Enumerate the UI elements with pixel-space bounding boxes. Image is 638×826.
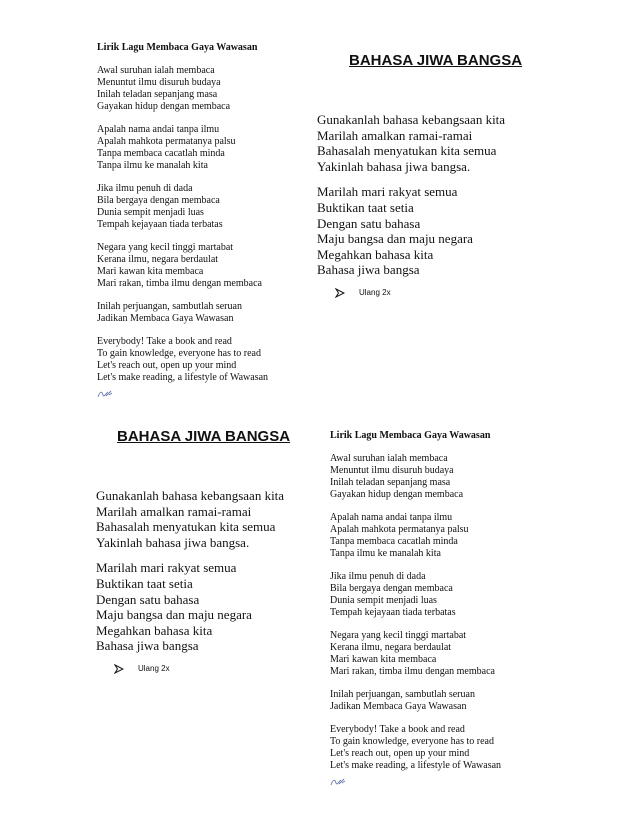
lyric-line: Let's make reading, a lifestyle of Wawasan [330, 760, 502, 771]
lyric-line: Bahasa jiwa bangsa [96, 638, 199, 654]
lyric-line: Marilah amalkan ramai-ramai [317, 127, 473, 143]
lyric-line: Awal suruhan ialah membaca [330, 453, 448, 464]
lyric-line: Gayakan hidup dengan membaca [330, 489, 464, 500]
lyric-line: Mari kawan kita membaca [97, 266, 204, 277]
lyric-line: Menuntut ilmu disuruh budaya [97, 77, 221, 88]
lyric-line: Inilah perjuangan, sambutlah seruan [330, 689, 475, 700]
lyric-line: Yakinlah bahasa jiwa bangsa. [96, 534, 250, 550]
song-title: Lirik Lagu Membaca Gaya Wawasan [330, 430, 491, 441]
repeat-note [114, 664, 290, 674]
lyric-line: Inilah teladan sepanjang masa [330, 477, 451, 488]
lyric-line: Gayakan hidup dengan membaca [97, 101, 231, 112]
lyric-line: Tanpa ilmu ke manalah kita [97, 160, 208, 171]
lyric-line: Let's reach out, open up your mind [97, 360, 237, 371]
lyric-line: Tempah kejayaan tiada terbatas [97, 219, 223, 230]
stanza [96, 560, 290, 654]
lyric-line: Negara yang kecil tinggi martabat [97, 242, 234, 253]
lyric-line: Awal suruhan ialah membaca [97, 65, 215, 76]
lyric-line: Menuntut ilmu disuruh budaya [330, 465, 454, 476]
repeat-note [335, 288, 522, 298]
song-title: Lirik Lagu Membaca Gaya Wawasan [97, 42, 258, 53]
lyric-line: Bahasalah menyatukan kita semua [96, 519, 276, 535]
stanza [330, 724, 501, 772]
stanza [97, 242, 268, 290]
lyric-line: Marilah mari rakyat semua [317, 184, 458, 200]
stanza [330, 630, 501, 678]
lyric-line: Apalah mahkota permatanya palsu [97, 136, 236, 147]
lyric-line: Marilah mari rakyat semua [96, 560, 237, 576]
lyric-line: Dunia sempit menjadi luas [97, 207, 204, 218]
lyric-line: Bila bergaya dengan membaca [97, 195, 220, 206]
bahasa-lyrics-bottom [96, 428, 290, 674]
stanza [96, 488, 290, 550]
lyric-line: To gain knowledge, everyone has to read [330, 736, 494, 747]
repeat-label: Ulang 2x [138, 664, 170, 674]
lyric-line: Tanpa ilmu ke manalah kita [330, 548, 441, 559]
lyric-line: Kerana ilmu, negara berdaulat [330, 642, 452, 653]
lyric-line: Jadikan Membaca Gaya Wawasan [330, 701, 467, 712]
lyric-line: Maju bangsa dan maju negara [96, 607, 252, 623]
stanza [97, 183, 268, 231]
stanza [330, 512, 501, 560]
bahasa-lyrics-top [317, 52, 522, 298]
lyric-line: Apalah nama andai tanpa ilmu [97, 124, 220, 135]
lyric-line: Bila bergaya dengan membaca [330, 583, 453, 594]
stanza [330, 571, 501, 619]
song-title: BAHASA JIWA BANGSA [117, 428, 291, 445]
repeat-label: Ulang 2x [359, 288, 391, 298]
lyric-line: Bahasalah menyatukan kita semua [317, 143, 497, 159]
lyric-line: Megahkan bahasa kita [96, 622, 213, 638]
lyric-line: Kerana ilmu, negara berdaulat [97, 254, 219, 265]
lyric-line: To gain knowledge, everyone has to read [97, 348, 261, 359]
stanza [317, 112, 522, 174]
lyric-line: Gunakanlah bahasa kebangsaan kita [317, 112, 506, 127]
lyric-line: Tanpa membaca cacatlah minda [97, 148, 225, 159]
lyric-line: Jika ilmu penuh di dada [97, 183, 193, 194]
stanza [97, 65, 268, 113]
lyric-line: Dengan satu bahasa [96, 591, 200, 607]
lyric-line: Negara yang kecil tinggi martabat [330, 630, 467, 641]
lyric-line: Yakinlah bahasa jiwa bangsa. [317, 158, 471, 174]
lyric-line: Gunakanlah bahasa kebangsaan kita [96, 488, 285, 503]
lyric-line: Jika ilmu penuh di dada [330, 571, 426, 582]
scribble-icon [97, 386, 113, 396]
stanza [97, 124, 268, 172]
lyric-line: Maju bangsa dan maju negara [317, 231, 473, 247]
lyric-line: Inilah teladan sepanjang masa [97, 89, 218, 100]
lyric-line: Buktikan taat setia [317, 199, 414, 215]
wawasan-lyrics-bottom [330, 430, 501, 784]
lyric-line: Dunia sempit menjadi luas [330, 595, 437, 606]
lyric-line: Bahasa jiwa bangsa [317, 262, 420, 278]
lyric-line: Mari rakan, timba ilmu dengan membaca [97, 278, 262, 289]
lyric-line: Mari kawan kita membaca [330, 654, 437, 665]
stanza [330, 689, 501, 713]
lyric-line: Marilah amalkan ramai-ramai [96, 503, 252, 519]
stanza [97, 336, 268, 384]
lyric-line: Tanpa membaca cacatlah minda [330, 536, 458, 547]
lyric-line: Let's reach out, open up your mind [330, 748, 470, 759]
lyric-line: Buktikan taat setia [96, 575, 193, 591]
lyric-line: Mari rakan, timba ilmu dengan membaca [330, 666, 495, 677]
lyric-line: Apalah nama andai tanpa ilmu [330, 512, 453, 523]
lyric-line: Jadikan Membaca Gaya Wawasan [97, 313, 234, 324]
arrow-bullet-icon [114, 664, 124, 674]
wawasan-lyrics-top [97, 42, 268, 396]
lyric-line: Megahkan bahasa kita [317, 246, 434, 262]
song-title: BAHASA JIWA BANGSA [349, 52, 523, 69]
lyric-line: Tempah kejayaan tiada terbatas [330, 607, 456, 618]
lyric-line: Apalah mahkota permatanya palsu [330, 524, 469, 535]
lyric-line: Everybody! Take a book and read [330, 724, 465, 735]
lyric-line: Inilah perjuangan, sambutlah seruan [97, 301, 242, 312]
arrow-bullet-icon [335, 288, 345, 298]
lyric-line: Dengan satu bahasa [317, 215, 421, 231]
scribble-icon [330, 774, 346, 784]
stanza [317, 184, 522, 278]
stanza [330, 453, 501, 501]
lyric-line: Everybody! Take a book and read [97, 336, 232, 347]
stanza [97, 301, 268, 325]
lyric-line: Let's make reading, a lifestyle of Wawasan [97, 372, 269, 383]
